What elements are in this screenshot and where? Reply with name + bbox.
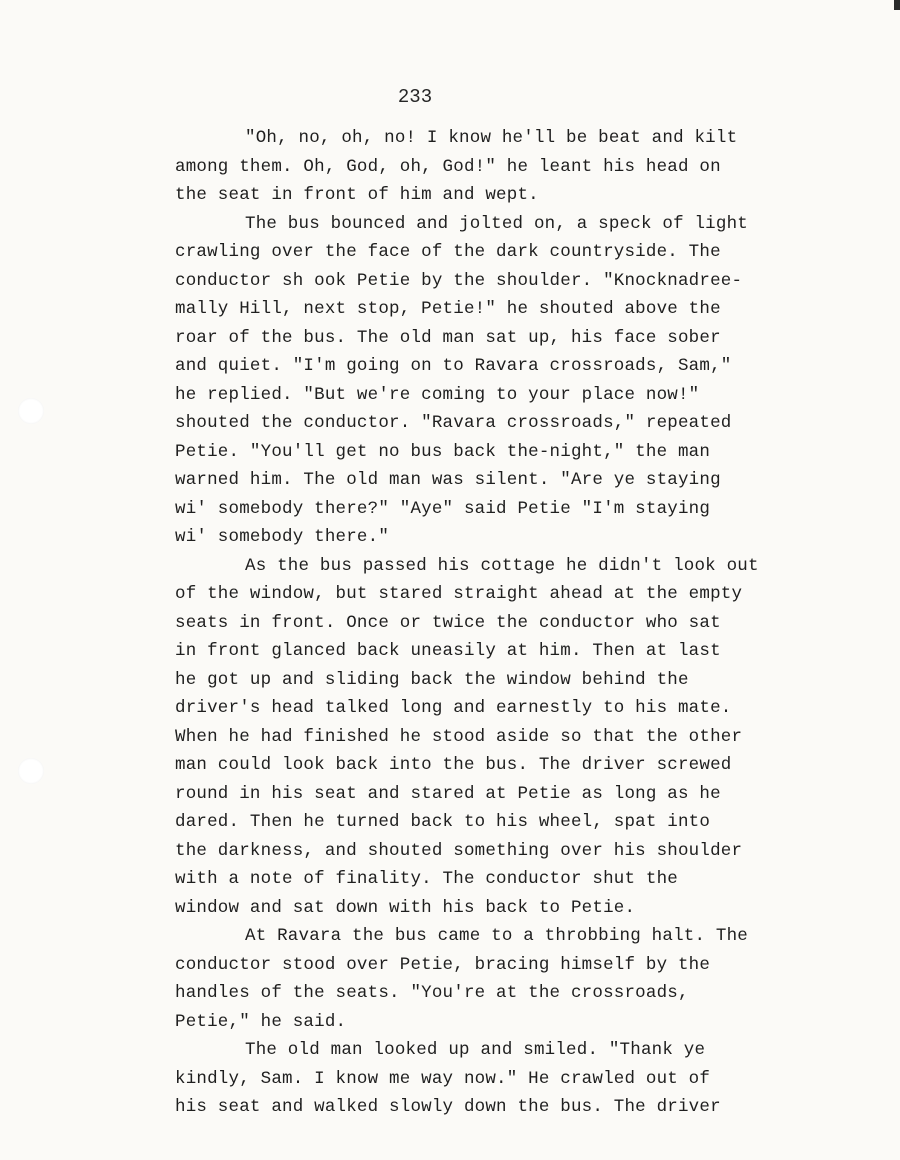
text-line: and quiet. "I'm going on to Ravara crossroads, Sam," xyxy=(175,356,732,376)
paragraph-5 xyxy=(175,1036,875,1122)
text-line: wi' somebody there." xyxy=(175,527,390,547)
text-line: wi' somebody there?" "Aye" said Petie "I'm staying xyxy=(175,498,711,519)
paragraph-1 xyxy=(175,124,875,210)
text-line: handles of the seats. "You're at the crossroads, xyxy=(175,983,689,1003)
text-line: At Ravara the bus came to a throbbing halt. The xyxy=(245,926,748,946)
text-line: his seat and walked slowly down the bus. The driver xyxy=(175,1097,721,1117)
text-line: conductor sh ook Petie by the shoulder. "Knocknadree- xyxy=(175,270,743,291)
text-line: driver's head talked long and earnestly to his mate. xyxy=(175,698,732,718)
punch-hole-upper xyxy=(18,398,44,424)
text-line: dared. Then he turned back to his wheel, spat into xyxy=(175,812,711,832)
paragraph-2 xyxy=(175,210,875,552)
text-line: in front glanced back uneasily at him. Then at last xyxy=(175,641,721,661)
punch-hole-lower xyxy=(18,758,44,784)
paragraph-4 xyxy=(175,922,875,1036)
text-line: he replied. "But we're coming to your place now!" xyxy=(175,384,700,405)
text-line: The old man looked up and smiled. "Thank ye xyxy=(245,1040,706,1060)
text-line: with a note of finality. The conductor shut the xyxy=(175,869,678,889)
page-edge-mark xyxy=(894,0,900,10)
paragraph-3 xyxy=(175,552,875,923)
text-line: crawling over the face of the dark countryside. The xyxy=(175,242,721,262)
manuscript-body xyxy=(175,124,875,1122)
text-line: Petie," he said. xyxy=(175,1011,347,1032)
text-line: he got up and sliding back the window behind the xyxy=(175,669,689,690)
text-line: man could look back into the bus. The driver screwed xyxy=(175,755,732,775)
text-line: roar of the bus. The old man sat up, his face sober xyxy=(175,327,721,348)
text-line: of the window, but stared straight ahead at the empty xyxy=(175,584,743,604)
text-line: Petie. "You'll get no bus back the-night," the man xyxy=(175,441,711,462)
text-line: seats in front. Once or twice the conductor who sat xyxy=(175,612,721,633)
text-line: the darkness, and shouted something over his shoulder xyxy=(175,840,743,861)
page-number: 233 xyxy=(397,86,433,108)
text-line: warned him. The old man was silent. "Are ye staying xyxy=(175,470,721,490)
text-line: The bus bounced and jolted on, a speck of light xyxy=(245,213,748,234)
text-line: window and sat down with his back to Petie. xyxy=(175,897,636,918)
text-line: kindly, Sam. I know me way now." He crawled out of xyxy=(175,1068,711,1089)
text-line: mally Hill, next stop, Petie!" he shouted above the xyxy=(175,299,721,319)
text-line: shouted the conductor. "Ravara crossroads," repeated xyxy=(175,413,732,433)
text-line: among them. Oh, God, oh, God!" he leant his head on xyxy=(175,156,721,177)
text-line: When he had finished he stood aside so that the other xyxy=(175,726,743,747)
text-line: the seat in front of him and wept. xyxy=(175,185,539,205)
text-line: As the bus passed his cottage he didn't look out xyxy=(245,555,759,576)
text-line: conductor stood over Petie, bracing himself by the xyxy=(175,954,711,975)
text-line: round in his seat and stared at Petie as long as he xyxy=(175,783,721,804)
text-line: "Oh, no, oh, no! I know he'll be beat and kilt xyxy=(245,128,738,148)
